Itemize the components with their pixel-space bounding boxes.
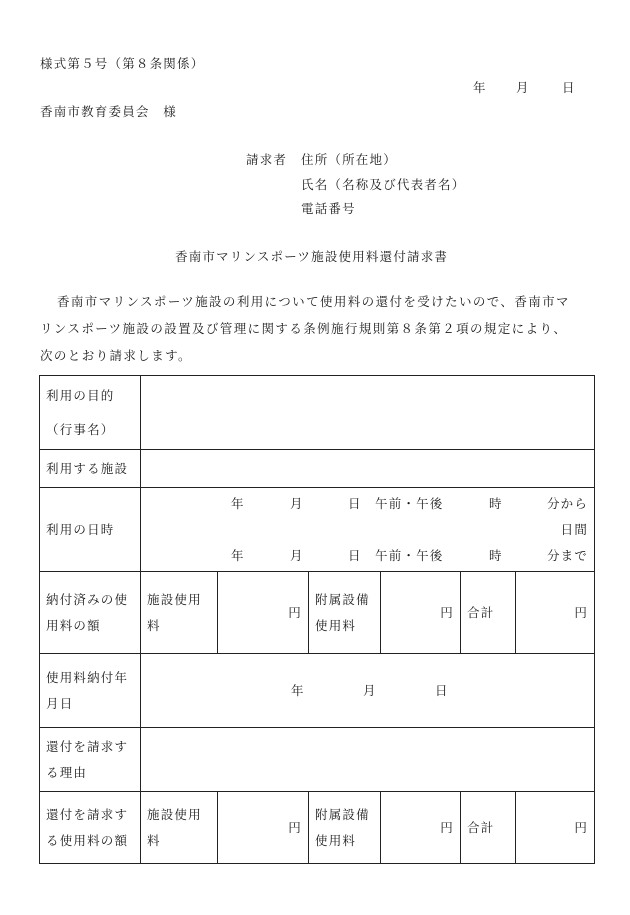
body-line-3: 次のとおり請求します。 bbox=[40, 348, 192, 363]
refund-facility-fee-label: 施設使用料 bbox=[141, 792, 218, 864]
paydate-day: 日 bbox=[435, 682, 449, 698]
form-number: 様式第５号（第８条関係） bbox=[40, 56, 205, 71]
refund-equip-value[interactable]: 円 bbox=[381, 792, 461, 864]
requester-label: 請求者 bbox=[246, 152, 288, 167]
until-month: 月 bbox=[290, 547, 304, 563]
requester-name: 氏名（名称及び代表者名） bbox=[301, 177, 466, 192]
row-datetime bbox=[40, 488, 595, 572]
reason-value[interactable] bbox=[141, 728, 595, 792]
row-facility bbox=[40, 450, 595, 488]
paid-label-line1: 納付済みの使 bbox=[46, 591, 129, 607]
paydate-label-line1: 使用料納付年 bbox=[46, 669, 129, 685]
reason-label-line2: る理由 bbox=[46, 764, 88, 780]
body-line-1: 香南市マリンスポーツ施設の利用について使用料の還付を受けたいので、香南市マ bbox=[57, 294, 570, 309]
until-suffix: 分まで bbox=[546, 547, 589, 563]
purpose-label bbox=[40, 376, 141, 450]
paid-equip-label bbox=[309, 572, 381, 654]
from-year: 年 bbox=[231, 495, 245, 511]
paydate-month: 月 bbox=[363, 682, 377, 698]
purpose-value[interactable] bbox=[141, 376, 595, 450]
requester-phone: 電話番号 bbox=[301, 201, 356, 216]
row-paid-amount bbox=[40, 572, 595, 654]
document-title: 香南市マリンスポーツ施設使用料還付請求書 bbox=[175, 249, 449, 264]
from-hour: 時 bbox=[489, 495, 503, 511]
paid-total-label: 合計 bbox=[461, 572, 516, 654]
paydate-year: 年 bbox=[291, 682, 305, 698]
until-ampm: 午前・午後 bbox=[375, 547, 444, 563]
datetime-value[interactable] bbox=[141, 488, 595, 572]
refund-request-table bbox=[39, 375, 595, 864]
until-year: 年 bbox=[231, 547, 245, 563]
paydate-line bbox=[141, 678, 594, 704]
paydate-label bbox=[40, 654, 141, 728]
from-ampm: 午前・午後 bbox=[375, 495, 444, 511]
date-year: 年 bbox=[473, 80, 487, 95]
datetime-label: 利用の日時 bbox=[40, 488, 141, 572]
paid-label-line2: 用料の額 bbox=[46, 617, 101, 633]
facility-label: 利用する施設 bbox=[40, 450, 141, 488]
paydate-value[interactable] bbox=[141, 654, 595, 728]
date-day: 日 bbox=[562, 80, 576, 95]
from-day: 日 bbox=[348, 495, 362, 511]
refund-label bbox=[40, 792, 141, 864]
refund-equip-label bbox=[309, 792, 381, 864]
row-payment-date bbox=[40, 654, 595, 728]
facility-value[interactable] bbox=[141, 450, 595, 488]
refund-equip-label-line1: 附属設備 bbox=[315, 806, 370, 822]
addressee: 香南市教育委員会 様 bbox=[40, 104, 178, 119]
row-purpose bbox=[40, 376, 595, 450]
until-hour: 時 bbox=[489, 547, 503, 563]
refund-total-label: 合計 bbox=[461, 792, 516, 864]
days-label: 日間 bbox=[560, 521, 589, 537]
row-refund-amount bbox=[40, 792, 595, 864]
paid-facility-fee-label: 施設使用料 bbox=[141, 572, 218, 654]
refund-facility-fee-value[interactable]: 円 bbox=[218, 792, 309, 864]
datetime-from-line bbox=[141, 491, 594, 517]
refund-label-line1: 還付を請求す bbox=[46, 806, 129, 822]
datetime-days-line bbox=[141, 517, 594, 543]
purpose-label-line2: （行事名） bbox=[46, 421, 115, 437]
from-suffix: 分から bbox=[546, 495, 589, 511]
from-month: 月 bbox=[290, 495, 304, 511]
paid-label bbox=[40, 572, 141, 654]
refund-total-value[interactable]: 円 bbox=[516, 792, 595, 864]
refund-label-line2: る使用料の額 bbox=[46, 832, 129, 848]
paid-equip-label-line1: 附属設備 bbox=[315, 591, 370, 607]
paid-facility-fee-value[interactable]: 円 bbox=[218, 572, 309, 654]
row-reason bbox=[40, 728, 595, 792]
refund-equip-label-line2: 使用料 bbox=[315, 832, 357, 848]
body-line-2: リンスポーツ施設の設置及び管理に関する条例施行規則第８条第２項の規定により、 bbox=[40, 321, 568, 336]
reason-label bbox=[40, 728, 141, 792]
body-paragraph bbox=[40, 288, 596, 369]
datetime-until-line bbox=[141, 543, 594, 569]
paid-equip-value[interactable]: 円 bbox=[381, 572, 461, 654]
until-day: 日 bbox=[348, 547, 362, 563]
paydate-label-line2: 月日 bbox=[46, 695, 74, 711]
paid-total-value[interactable]: 円 bbox=[516, 572, 595, 654]
purpose-label-line1: 利用の目的 bbox=[46, 387, 115, 403]
date-month: 月 bbox=[516, 80, 530, 95]
reason-label-line1: 還付を請求す bbox=[46, 738, 129, 754]
paid-equip-label-line2: 使用料 bbox=[315, 617, 357, 633]
requester-address: 住所（所在地） bbox=[301, 152, 397, 167]
